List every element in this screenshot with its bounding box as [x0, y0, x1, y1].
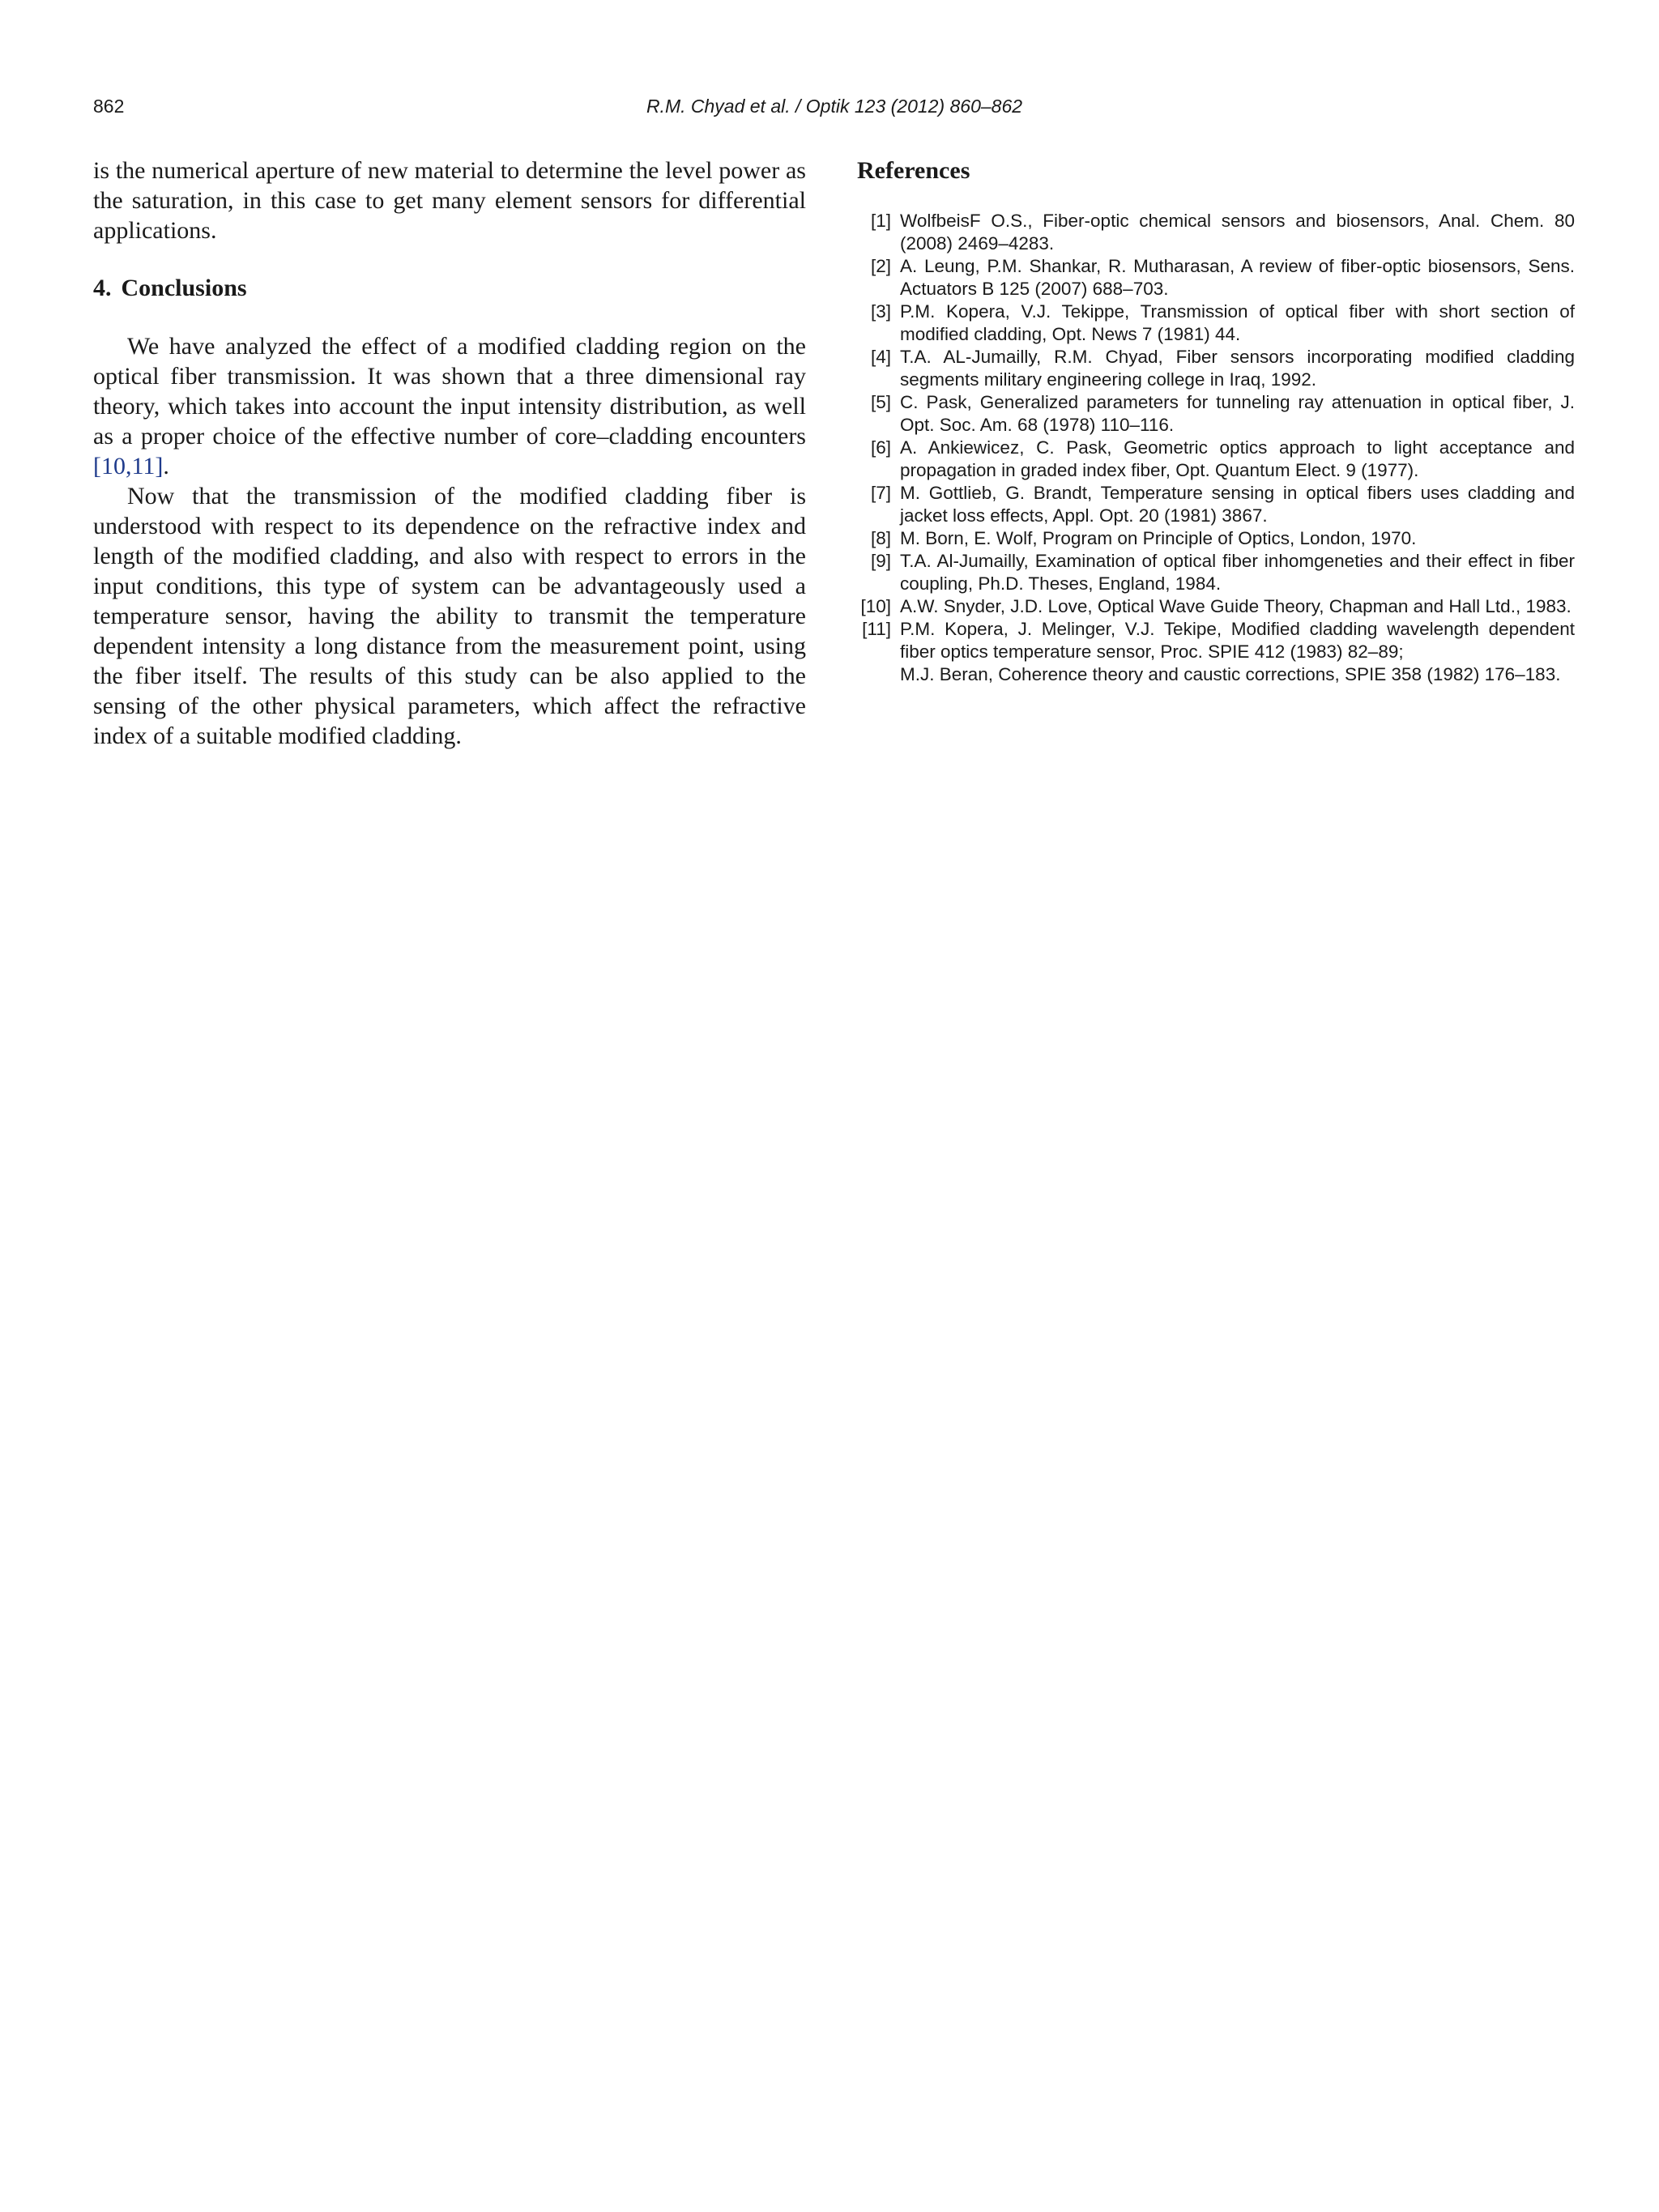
reference-number: [7] — [870, 483, 891, 503]
reference-text: M. Gottlieb, G. Brandt, Temperature sensing in optical fibers uses cladding and jacket loss effects, Appl. Opt. 20 (1981) 3867. — [900, 483, 1575, 526]
reference-continuation: M.J. Beran, Coherence theory and caustic corrections, SPIE 358 (1982) 176–183. — [900, 664, 1561, 684]
citation-link[interactable]: [10,11] — [93, 453, 164, 479]
paragraph-text: We have analyzed the effect of a modified cladding region on the optical fiber transmission. It was shown that a three dimensional ray theory, which takes into account the input intensity distribution, as well as a proper choice of the effective number of core–cladding encounters — [93, 333, 806, 450]
reference-item — [857, 482, 1575, 527]
reference-text: M. Born, E. Wolf, Program on Principle of Optics, London, 1970. — [900, 528, 1417, 548]
reference-text: A. Leung, P.M. Shankar, R. Mutharasan, A review of fiber-optic biosensors, Sens. Actuators B 125 (2007) 688–703. — [900, 256, 1575, 299]
intro-paragraph: is the numerical aperture of new material to determine the level power as the saturation, in this case to get many element sensors for differential applications. — [93, 157, 806, 244]
reference-text: A.W. Snyder, J.D. Love, Optical Wave Guide Theory, Chapman and Hall Ltd., 1983. — [900, 596, 1572, 616]
reference-item — [857, 255, 1575, 300]
reference-number: [6] — [870, 437, 891, 458]
reference-number: [11] — [862, 619, 891, 639]
reference-text: T.A. AL-Jumailly, R.M. Chyad, Fiber sensors incorporating modified cladding segments military engineering college in Iraq, 1992. — [900, 347, 1575, 390]
reference-text: P.M. Kopera, V.J. Tekippe, Transmission of optical fiber with short section of modified cladding, Opt. News 7 (1981) 44. — [900, 301, 1575, 344]
reference-item — [857, 391, 1575, 437]
reference-number: [9] — [870, 551, 891, 571]
reference-number: [10] — [860, 596, 891, 616]
reference-text: P.M. Kopera, J. Melinger, V.J. Tekipe, Modified cladding wavelength dependent fiber optics temperature sensor, Proc. SPIE 412 (1983) 82–89; — [900, 619, 1575, 662]
reference-item — [857, 300, 1575, 346]
reference-item — [857, 437, 1575, 482]
reference-number: [5] — [870, 392, 891, 412]
reference-item — [857, 618, 1575, 663]
conclusions-paragraph-2: Now that the transmission of the modified cladding fiber is understood with respect to its dependence on the refractive index and length of the modified cladding, and also with respect to errors in the input conditions, this type of system can be advantageously used a temperature sensor, having the ability to transmit the temperature dependent intensity a long distance from the measurement point, using the fiber itself. The results of this study can be also applied to the sensing of the other physical parameters, which affect the refractive index of a suitable modified cladding. — [93, 483, 806, 749]
conclusions-paragraph-1 — [93, 331, 806, 481]
reference-item — [857, 527, 1575, 550]
paragraph-end: . — [163, 453, 169, 479]
reference-number: [2] — [870, 256, 891, 276]
reference-text: T.A. Al-Jumailly, Examination of optical fiber inhomgeneties and their effect in fiber coupling, Ph.D. Theses, England, 1984. — [900, 551, 1575, 594]
right-column — [857, 156, 1575, 686]
reference-list — [857, 210, 1575, 663]
reference-item — [857, 550, 1575, 595]
page-number: 862 — [93, 96, 125, 117]
reference-text: A. Ankiewicez, C. Pask, Geometric optics approach to light acceptance and propagation in graded index fiber, Opt. Quantum Elect. 9 (1977). — [900, 437, 1575, 480]
section-heading-conclusions — [93, 275, 806, 302]
references-heading: References — [857, 157, 970, 184]
left-column — [93, 156, 806, 751]
section-title: Conclusions — [121, 275, 247, 301]
section-number: 4. — [93, 275, 112, 301]
reference-number: [8] — [870, 528, 891, 548]
reference-item — [857, 595, 1575, 618]
reference-number: [1] — [870, 211, 891, 231]
reference-text: C. Pask, Generalized parameters for tunneling ray attenuation in optical fiber, J. Opt. Soc. Am. 68 (1978) 110–116. — [900, 392, 1575, 435]
reference-text: WolfbeisF O.S., Fiber-optic chemical sensors and biosensors, Anal. Chem. 80 (2008) 2469–4283. — [900, 211, 1575, 254]
reference-number: [4] — [870, 347, 891, 367]
reference-number: [3] — [870, 301, 891, 322]
reference-item — [857, 346, 1575, 391]
page-header — [93, 96, 1576, 128]
reference-item — [857, 210, 1575, 255]
running-head: R.M. Chyad et al. / Optik 123 (2012) 860–862 — [646, 96, 1023, 117]
